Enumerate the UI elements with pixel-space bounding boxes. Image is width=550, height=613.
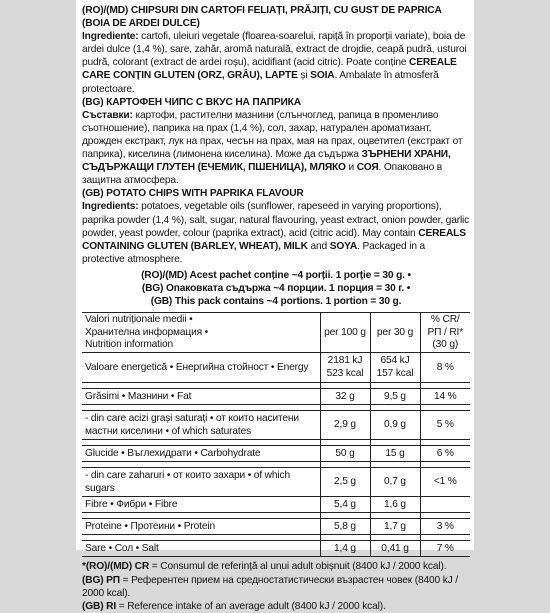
table-row-carbohydrate: Glucide • Въглехидрати • Carbohydrate 50 g 15 g 6 % [82,445,470,461]
title-gb: (GB) POTATO CHIPS WITH PAPRIKA FLAVOUR [82,188,304,200]
table-row-protein: Proteine • Протеини • Protein 5,8 g 1,7 g 3 % [82,519,470,535]
nutrition-table [82,312,470,557]
section-gb [82,187,470,266]
ingredients-bg: Съставки: картофи, растителни мазнини (слънчоглед, рапица в променливо съотношение), паприка на прах (1,4 %), сол, захар, натурален ароматизант, дрожден екстракт, лук на прах, чесън на прах, мая на прах, оцветител (екстракт от паприка), киселина (лимонена киселина). Може да съдържа ЗЪРНЕНИ ХРАНИ, СЪДЪРЖАЩИ ГЛУТЕН (ЕЧЕМИК, ПШЕНИЦА), МЛЯКО и СОЯ. Опаковано в защитна атмосфера. [82,109,463,187]
table-row-salt: Sare • Сол • Salt 1,4 g 0,41 g 7 % [82,541,470,557]
footnote [82,560,470,612]
section-bg [82,96,470,188]
table-row-fibre: Fibre • Фибри • Fibre 5,4 g 1,6 g [82,497,470,513]
nutrition-label [76,0,474,612]
pack-gb: (GB) This pack contains ~4 portions. 1 portion = 30 g. [150,296,402,308]
title-ro: (RO)/(MD) CHIPSURI DIN CARTOFI FELIAȚI, PRĂJIȚI, CU GUST DE PAPRICA (BOIA DE ARDEI DULCE) [82,5,442,30]
ingredients-ro: Ingrediente: cartofi, uleiuri vegetale (floarea-soarelui, rapiță în proporții variate), boia de ardei dulce (1,4 %), sare, zahăr, aromă naturală, extract de drojdie, ceapă pudră, usturoi pudră, colorant (extract de ardei roșu), acidifiant (acid citric). Poate conține CEREALE CARE CONȚIN GLUTEN (ORZ, GRÂU), LAPTE și SOIA. Ambalate în atmosferă protectoare. [82,31,467,95]
col-per-30g: per 30 g [370,313,420,353]
section-ro [82,4,470,96]
table-row-energy: Valoare energetică • Енергийна стойност • Energy 2181 kJ 523 kcal 654 kJ 157 kcal 8 % [82,353,470,382]
title-bg: (BG) КАРТОФЕН ЧИПС С ВКУС НА ПАПРИКА [82,96,301,108]
footnote-ro: *(RO)/(MD) CR = Consumul de referință al unui adult obișnuit (8400 kJ / 2000 kcal). [82,561,447,573]
table-header-title: Valori nutriționale medii • Хранителна информация • Nutrition information [82,313,320,353]
pack-bg: (BG) Опаковката съдържа ~4 порции. 1 порция = 30 г. • [141,282,411,294]
col-per-100g: per 100 g [320,313,370,353]
table-row-fat: Grăsimi • Мазнини • Fat 32 g 9,5 g 14 % [82,388,470,404]
table-header-row [82,313,470,353]
pack-portions [82,269,470,308]
footnote-gb: (GB) RI = Reference intake of an average adult (8400 kJ / 2000 kcal). [82,600,386,612]
footnote-bg: (BG) РП = Референтен прием на средностатистически възрастен човек (8400 kJ / 2000 kcal). [82,574,458,599]
table-row-sugars: - din care zaharuri • от които захари • of which sugars 2,5 g 0,7 g <1 % [82,467,470,496]
ingredients-gb: Ingredients: potatoes, vegetable oils (sunflower, rapeseed in varying proportions), paprika powder (1,4 %), salt, sugar, natural flavouring, yeast extract, onion powder, garlic powder, yeast powder, colour (paprika extract), acid (citric acid). May contain CEREALS CONTAINING GLUTEN (BARLEY, WHEAT), MILK and SOYA. Packaged in a protective atmosphere. [82,201,470,265]
col-ri: % CR/ РП / RI* (30 g) [420,313,470,353]
pack-ro: (RO)/(MD) Acest pachet conține ~4 porții. 1 porție = 30 g. • [141,269,411,281]
table-row-saturates: - din care acizi grași saturați • от които наситени мастни киселини • of which saturates 2,9 g 0,9 g 5 % [82,410,470,439]
